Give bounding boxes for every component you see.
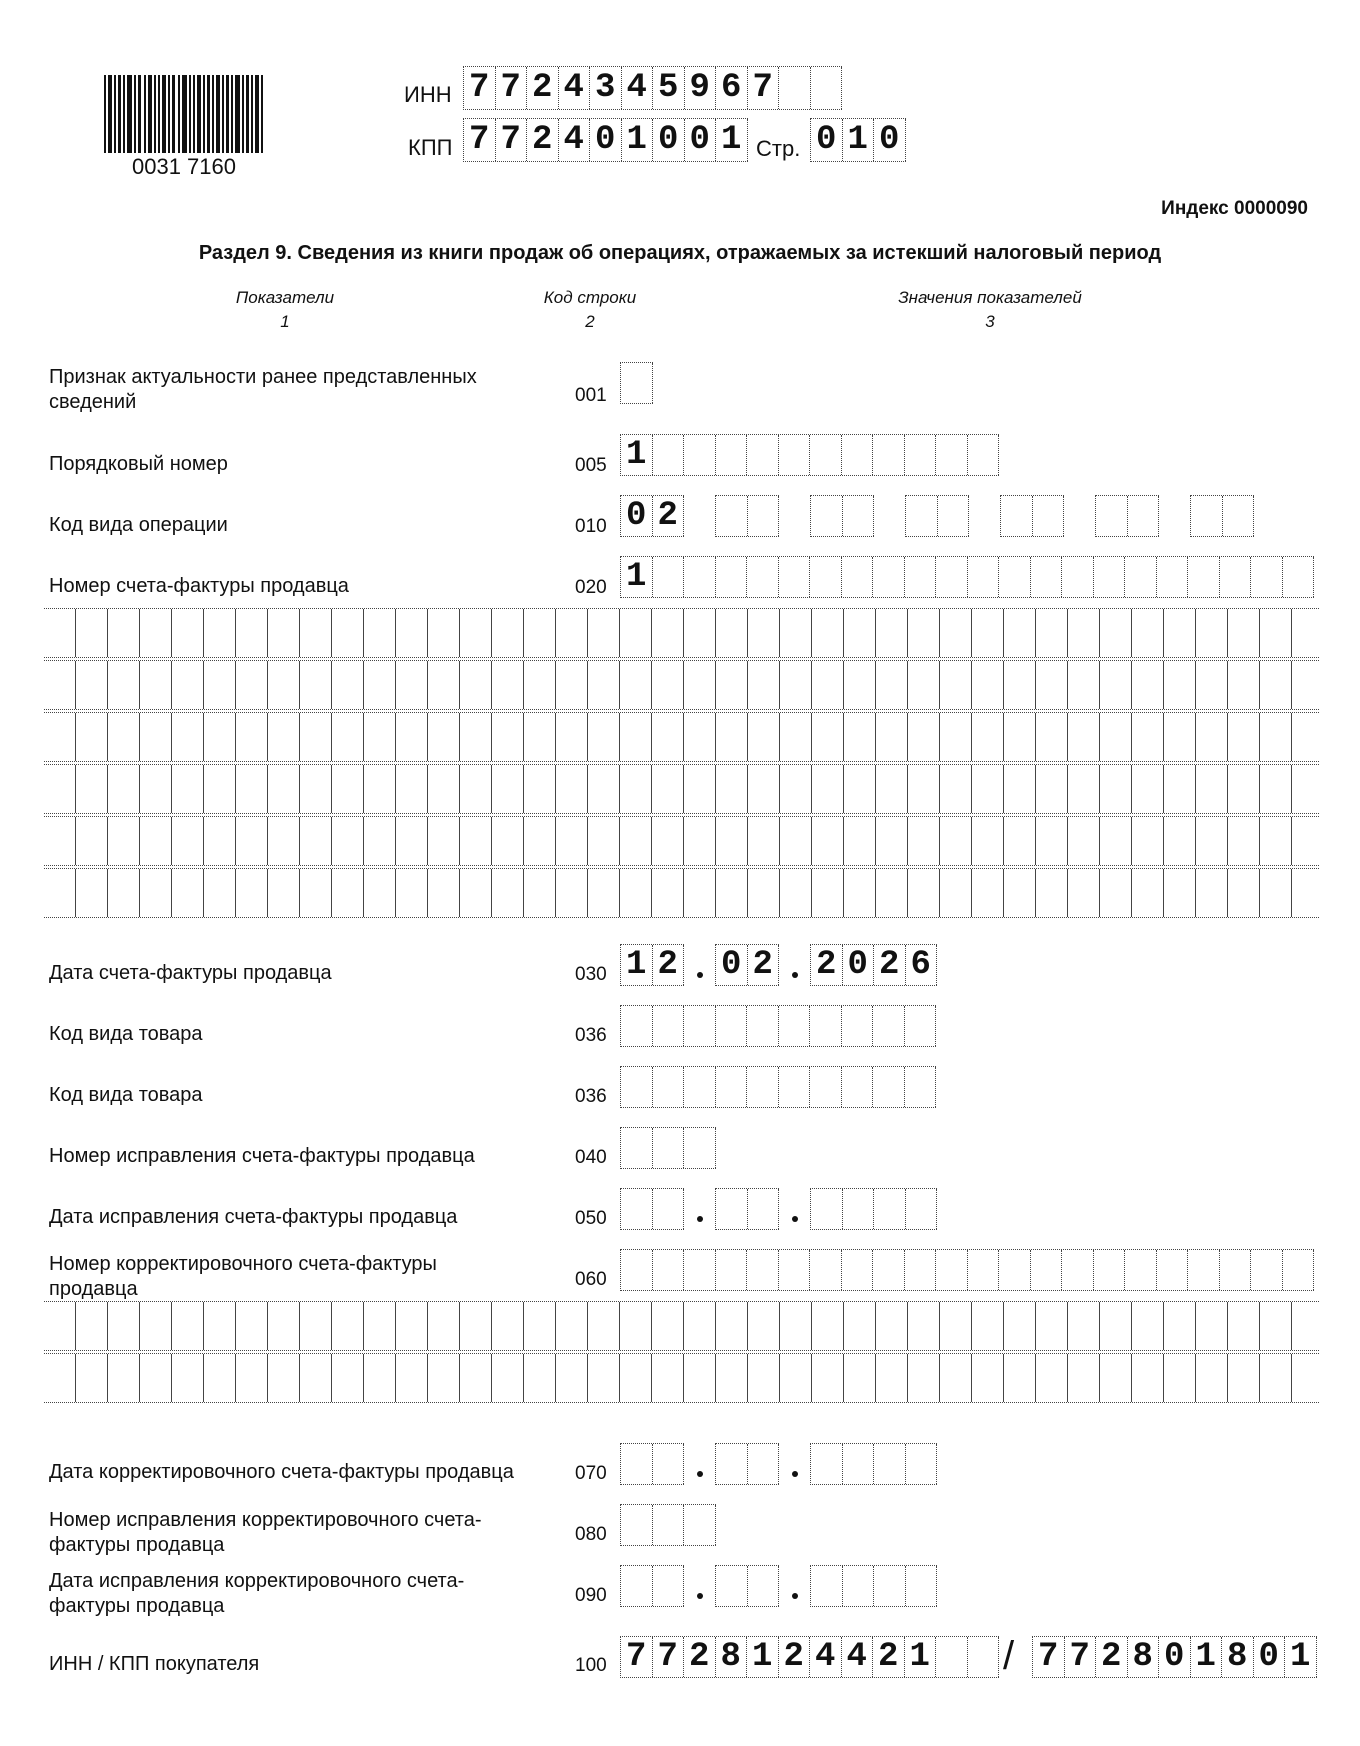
char-cell[interactable] — [1157, 1250, 1189, 1290]
label-070: Дата корректировочного счета-фактуры продавца — [49, 1461, 514, 1483]
char-cell[interactable] — [716, 496, 748, 536]
field-036[interactable] — [620, 1005, 936, 1047]
field-020[interactable] — [620, 556, 1314, 598]
char-cell[interactable]: 2 — [653, 945, 685, 985]
label-100: ИНН / КПП покупателя — [49, 1653, 260, 1675]
char-cell[interactable]: 0 — [590, 119, 622, 161]
inn-grid[interactable] — [463, 66, 842, 110]
char-cell[interactable] — [1251, 557, 1283, 597]
field-050-month[interactable] — [715, 1188, 779, 1230]
char-cell[interactable]: 9 — [685, 67, 717, 109]
char-cell[interactable] — [811, 1566, 843, 1606]
char-cell[interactable] — [905, 1067, 937, 1107]
column-header-indicators: Показатели 1 — [235, 288, 335, 331]
char-cell[interactable] — [968, 1250, 1000, 1290]
label-010: Код вида операции — [49, 514, 228, 536]
char-cell[interactable] — [716, 1067, 748, 1107]
field-080[interactable] — [620, 1504, 716, 1546]
char-cell[interactable] — [1128, 496, 1160, 536]
label-020: Номер счета-фактуры продавца — [49, 575, 349, 597]
continuation-row[interactable] — [44, 712, 1319, 762]
field-050-day[interactable] — [620, 1188, 684, 1230]
char-cell[interactable] — [684, 1006, 716, 1046]
char-cell[interactable]: 1 — [622, 119, 654, 161]
field-070-month[interactable] — [715, 1443, 779, 1485]
cell-dividers — [44, 817, 1319, 865]
char-cell[interactable] — [810, 1250, 842, 1290]
field-050-year[interactable] — [810, 1188, 937, 1230]
char-cell[interactable]: 0 — [685, 119, 717, 161]
char-cell[interactable]: 2 — [527, 119, 559, 161]
char-cell[interactable]: 0 — [843, 945, 875, 985]
char-cell[interactable] — [716, 1250, 748, 1290]
label-030: Дата счета-фактуры продавца — [49, 962, 332, 984]
char-cell[interactable] — [1220, 1250, 1252, 1290]
char-cell[interactable] — [747, 1067, 779, 1107]
char-cell[interactable] — [621, 1128, 653, 1168]
label-040: Номер исправления счета-фактуры продавца — [49, 1145, 475, 1167]
char-cell[interactable]: 1 — [621, 557, 653, 597]
code-090: 090 — [575, 1585, 607, 1606]
char-cell[interactable] — [1062, 1250, 1094, 1290]
char-cell[interactable]: 0 — [1159, 1637, 1191, 1677]
code-040: 040 — [575, 1147, 607, 1168]
char-cell[interactable] — [1033, 496, 1065, 536]
char-cell[interactable]: 4 — [622, 67, 654, 109]
char-cell[interactable]: 1 — [747, 1637, 779, 1677]
char-cell[interactable] — [1062, 557, 1094, 597]
char-cell[interactable] — [1094, 557, 1126, 597]
date-separator — [697, 972, 703, 978]
char-cell[interactable] — [873, 1006, 905, 1046]
label-080: Номер исправления корректировочного счета-фактуры продавца — [49, 1509, 482, 1556]
label-001: Признак актуальности ранее представленных сведений — [49, 366, 477, 413]
field-040[interactable] — [620, 1127, 716, 1169]
char-cell[interactable] — [811, 1444, 843, 1484]
char-cell[interactable] — [873, 557, 905, 597]
form-index: Индекс 0000090 — [1161, 198, 1308, 219]
char-cell[interactable]: 6 — [906, 945, 938, 985]
operation-code-group[interactable] — [1095, 495, 1159, 537]
barcode — [100, 75, 268, 179]
char-cell[interactable] — [936, 435, 968, 475]
char-cell[interactable] — [1188, 1250, 1220, 1290]
cell-dividers — [44, 1302, 1319, 1350]
char-cell[interactable] — [842, 1006, 874, 1046]
field-090-month[interactable] — [715, 1565, 779, 1607]
char-cell[interactable] — [1001, 496, 1033, 536]
char-cell[interactable] — [653, 1250, 685, 1290]
char-cell[interactable]: 7 — [621, 1637, 653, 1677]
char-cell[interactable] — [1094, 1250, 1126, 1290]
char-cell[interactable] — [684, 1505, 716, 1545]
code-036: 036 — [575, 1025, 607, 1046]
char-cell[interactable] — [621, 1566, 653, 1606]
char-cell[interactable]: 7 — [496, 119, 528, 161]
char-cell[interactable]: 7 — [653, 1637, 685, 1677]
char-cell[interactable] — [1220, 557, 1252, 597]
char-cell[interactable]: 2 — [653, 496, 685, 536]
char-cell[interactable]: 3 — [590, 67, 622, 109]
section-title: Раздел 9. Сведения из книги продаж об операциях, отражаемых за истекший налоговый период — [198, 242, 1162, 264]
field-100-kpp[interactable] — [1032, 1636, 1317, 1678]
char-cell[interactable] — [779, 1250, 811, 1290]
field-100-inn[interactable] — [620, 1636, 999, 1678]
code-060: 060 — [575, 1269, 607, 1290]
char-cell[interactable] — [779, 1067, 811, 1107]
char-cell[interactable]: 5 — [653, 67, 685, 109]
char-cell[interactable]: 0 — [621, 496, 653, 536]
char-cell[interactable]: 7 — [1033, 1637, 1065, 1677]
label-005: Порядковый номер — [49, 453, 228, 475]
char-cell[interactable] — [842, 435, 874, 475]
char-cell[interactable]: 8 — [1222, 1637, 1254, 1677]
char-cell[interactable]: 7 — [496, 67, 528, 109]
code-036-second: 036 — [575, 1086, 607, 1107]
char-cell[interactable] — [874, 1566, 906, 1606]
date-separator — [697, 1216, 703, 1222]
char-cell[interactable] — [906, 496, 938, 536]
char-cell[interactable] — [968, 435, 1000, 475]
column-header-values: Значения показателей 3 — [898, 288, 1082, 331]
char-cell[interactable]: 0 — [716, 945, 748, 985]
char-cell[interactable] — [873, 1067, 905, 1107]
char-cell[interactable]: 1 — [1191, 1637, 1223, 1677]
char-cell[interactable] — [873, 435, 905, 475]
char-cell[interactable] — [1223, 496, 1255, 536]
code-010: 010 — [575, 516, 607, 537]
char-cell[interactable]: 2 — [811, 945, 843, 985]
char-cell[interactable] — [747, 1250, 779, 1290]
label-050: Дата исправления счета-фактуры продавца — [49, 1206, 458, 1228]
cell-dividers — [44, 661, 1319, 709]
field-070-year[interactable] — [810, 1443, 937, 1485]
char-cell[interactable] — [810, 1006, 842, 1046]
char-cell[interactable]: 1 — [716, 119, 748, 161]
char-cell[interactable] — [810, 1067, 842, 1107]
char-cell[interactable]: 1 — [1285, 1637, 1317, 1677]
char-cell[interactable] — [748, 496, 780, 536]
page-grid[interactable] — [810, 118, 906, 162]
char-cell[interactable] — [906, 1444, 938, 1484]
char-cell[interactable] — [936, 557, 968, 597]
char-cell[interactable] — [747, 557, 779, 597]
code-100: 100 — [575, 1655, 607, 1676]
operation-code-group[interactable] — [810, 495, 874, 537]
char-cell[interactable] — [1031, 1250, 1063, 1290]
char-cell[interactable]: 0 — [653, 119, 685, 161]
field-036-second[interactable] — [620, 1066, 936, 1108]
char-cell[interactable] — [653, 1189, 685, 1229]
code-020: 020 — [575, 577, 607, 598]
continuation-row[interactable] — [44, 764, 1319, 814]
code-005: 005 — [575, 455, 607, 476]
char-cell[interactable] — [653, 1067, 685, 1107]
char-cell[interactable] — [1157, 557, 1189, 597]
char-cell[interactable]: 1 — [843, 119, 875, 161]
char-cell[interactable] — [1191, 496, 1223, 536]
char-cell[interactable] — [843, 496, 875, 536]
char-cell[interactable] — [842, 1250, 874, 1290]
operation-code-group[interactable] — [1190, 495, 1254, 537]
operation-code-group[interactable] — [620, 495, 684, 537]
char-cell[interactable]: 7 — [1065, 1637, 1097, 1677]
char-cell[interactable] — [653, 435, 685, 475]
char-cell[interactable] — [1283, 1250, 1315, 1290]
char-cell[interactable] — [811, 67, 843, 109]
code-030: 030 — [575, 964, 607, 985]
char-cell[interactable] — [810, 435, 842, 475]
char-cell[interactable] — [621, 1505, 653, 1545]
field-005[interactable] — [620, 434, 999, 476]
char-cell[interactable] — [905, 1250, 937, 1290]
char-cell[interactable] — [1096, 496, 1128, 536]
char-cell[interactable] — [811, 1189, 843, 1229]
field-030-month[interactable] — [715, 944, 779, 986]
cell-dividers — [44, 765, 1319, 813]
char-cell[interactable] — [936, 1250, 968, 1290]
char-cell[interactable] — [621, 1067, 653, 1107]
char-cell[interactable]: 4 — [559, 67, 591, 109]
cell-dividers — [44, 869, 1319, 917]
char-cell[interactable] — [621, 1189, 653, 1229]
char-cell[interactable] — [653, 1006, 685, 1046]
inn-kpp-slash: / — [1003, 1634, 1015, 1678]
kpp-label: КПП — [408, 135, 453, 160]
char-cell[interactable] — [716, 557, 748, 597]
char-cell[interactable] — [747, 1006, 779, 1046]
char-cell[interactable] — [1188, 557, 1220, 597]
field-001[interactable] — [620, 362, 653, 404]
char-cell[interactable]: 2 — [748, 945, 780, 985]
char-cell[interactable]: 1 — [621, 435, 653, 475]
char-cell[interactable] — [779, 435, 811, 475]
char-cell[interactable] — [968, 1637, 1000, 1677]
char-cell[interactable] — [621, 1250, 653, 1290]
operation-code-group[interactable] — [905, 495, 969, 537]
char-cell[interactable] — [1031, 557, 1063, 597]
field-090-day[interactable] — [620, 1565, 684, 1607]
char-cell[interactable] — [716, 435, 748, 475]
cell-dividers — [44, 1354, 1319, 1402]
char-cell[interactable] — [905, 557, 937, 597]
char-cell[interactable] — [716, 1566, 748, 1606]
char-cell[interactable]: 6 — [716, 67, 748, 109]
char-cell[interactable] — [811, 496, 843, 536]
char-cell[interactable] — [843, 1189, 875, 1229]
date-separator — [697, 1471, 703, 1477]
char-cell[interactable] — [621, 1444, 653, 1484]
char-cell[interactable] — [779, 1006, 811, 1046]
continuation-row[interactable] — [44, 1353, 1319, 1403]
char-cell[interactable]: 2 — [779, 1637, 811, 1677]
char-cell[interactable] — [621, 363, 653, 403]
char-cell[interactable]: 2 — [684, 1637, 716, 1677]
continuation-row[interactable] — [44, 660, 1319, 710]
char-cell[interactable] — [653, 1566, 685, 1606]
char-cell[interactable] — [873, 1250, 905, 1290]
char-cell[interactable] — [842, 557, 874, 597]
char-cell[interactable] — [716, 1444, 748, 1484]
char-cell[interactable] — [905, 435, 937, 475]
char-cell[interactable] — [842, 1067, 874, 1107]
char-cell[interactable]: 8 — [716, 1637, 748, 1677]
char-cell[interactable] — [874, 1444, 906, 1484]
kpp-grid[interactable] — [463, 118, 748, 162]
char-cell[interactable] — [684, 557, 716, 597]
char-cell[interactable] — [653, 557, 685, 597]
label-036: Код вида товара — [49, 1023, 203, 1045]
char-cell[interactable] — [906, 1189, 938, 1229]
continuation-row[interactable] — [44, 608, 1319, 658]
char-cell[interactable] — [684, 1128, 716, 1168]
page-label: Стр. — [756, 136, 801, 161]
barcode-digits: 0031 7160 — [100, 154, 268, 180]
char-cell[interactable]: 1 — [621, 945, 653, 985]
char-cell[interactable] — [748, 1444, 780, 1484]
label-060: Номер корректировочного счета-фактуры продавца — [49, 1253, 437, 1300]
cell-dividers — [44, 713, 1319, 761]
operation-code-group[interactable] — [1000, 495, 1064, 537]
char-cell[interactable]: 7 — [464, 67, 496, 109]
barcode-bars — [100, 75, 268, 153]
char-cell[interactable]: 4 — [559, 119, 591, 161]
code-050: 050 — [575, 1208, 607, 1229]
char-cell[interactable] — [999, 1250, 1031, 1290]
char-cell[interactable]: 0 — [811, 119, 843, 161]
label-036-second: Код вида товара — [49, 1084, 203, 1106]
field-090-year[interactable] — [810, 1565, 937, 1607]
code-001: 001 — [575, 385, 607, 406]
continuation-row[interactable] — [44, 816, 1319, 866]
column-header-line-code: Код строки 2 — [543, 288, 637, 331]
date-separator — [792, 1593, 798, 1599]
char-cell[interactable] — [938, 496, 970, 536]
char-cell[interactable] — [874, 1189, 906, 1229]
char-cell[interactable] — [1283, 557, 1315, 597]
char-cell[interactable] — [747, 435, 779, 475]
char-cell[interactable] — [843, 1444, 875, 1484]
char-cell[interactable]: 8 — [1128, 1637, 1160, 1677]
continuation-row[interactable] — [44, 868, 1319, 918]
char-cell[interactable] — [1251, 1250, 1283, 1290]
char-cell[interactable] — [653, 1128, 685, 1168]
field-070-day[interactable] — [620, 1443, 684, 1485]
char-cell[interactable]: 2 — [1096, 1637, 1128, 1677]
char-cell[interactable] — [905, 1006, 937, 1046]
char-cell[interactable] — [716, 1189, 748, 1229]
char-cell[interactable]: 7 — [748, 67, 780, 109]
char-cell[interactable] — [748, 1189, 780, 1229]
char-cell[interactable] — [653, 1444, 685, 1484]
char-cell[interactable]: 7 — [464, 119, 496, 161]
char-cell[interactable] — [999, 557, 1031, 597]
label-090: Дата исправления корректировочного счета-фактуры продавца — [49, 1570, 465, 1617]
char-cell[interactable]: 2 — [874, 945, 906, 985]
char-cell[interactable] — [936, 1637, 968, 1677]
continuation-row[interactable] — [44, 1301, 1319, 1351]
field-030-year[interactable] — [810, 944, 937, 986]
char-cell[interactable] — [810, 557, 842, 597]
cell-dividers — [44, 609, 1319, 657]
code-070: 070 — [575, 1463, 607, 1484]
field-030-day[interactable] — [620, 944, 684, 986]
char-cell[interactable]: 2 — [527, 67, 559, 109]
char-cell[interactable]: 4 — [810, 1637, 842, 1677]
field-060[interactable] — [620, 1249, 1314, 1291]
char-cell[interactable] — [653, 1505, 685, 1545]
char-cell[interactable] — [906, 1566, 938, 1606]
char-cell[interactable] — [779, 67, 811, 109]
date-separator — [792, 1471, 798, 1477]
code-080: 080 — [575, 1524, 607, 1545]
char-cell[interactable] — [1125, 557, 1157, 597]
char-cell[interactable] — [716, 1006, 748, 1046]
char-cell[interactable] — [843, 1566, 875, 1606]
operation-code-group[interactable] — [715, 495, 779, 537]
char-cell[interactable] — [621, 1006, 653, 1046]
char-cell[interactable] — [1125, 1250, 1157, 1290]
inn-label: ИНН — [404, 82, 452, 107]
date-separator — [792, 972, 798, 978]
char-cell[interactable] — [779, 557, 811, 597]
char-cell[interactable]: 0 — [874, 119, 906, 161]
char-cell[interactable]: 0 — [1254, 1637, 1286, 1677]
date-separator — [792, 1216, 798, 1222]
char-cell[interactable]: 4 — [842, 1637, 874, 1677]
char-cell[interactable] — [748, 1566, 780, 1606]
char-cell[interactable] — [684, 435, 716, 475]
char-cell[interactable] — [684, 1250, 716, 1290]
char-cell[interactable]: 2 — [873, 1637, 905, 1677]
char-cell[interactable] — [684, 1067, 716, 1107]
char-cell[interactable] — [968, 557, 1000, 597]
char-cell[interactable]: 1 — [905, 1637, 937, 1677]
date-separator — [697, 1593, 703, 1599]
